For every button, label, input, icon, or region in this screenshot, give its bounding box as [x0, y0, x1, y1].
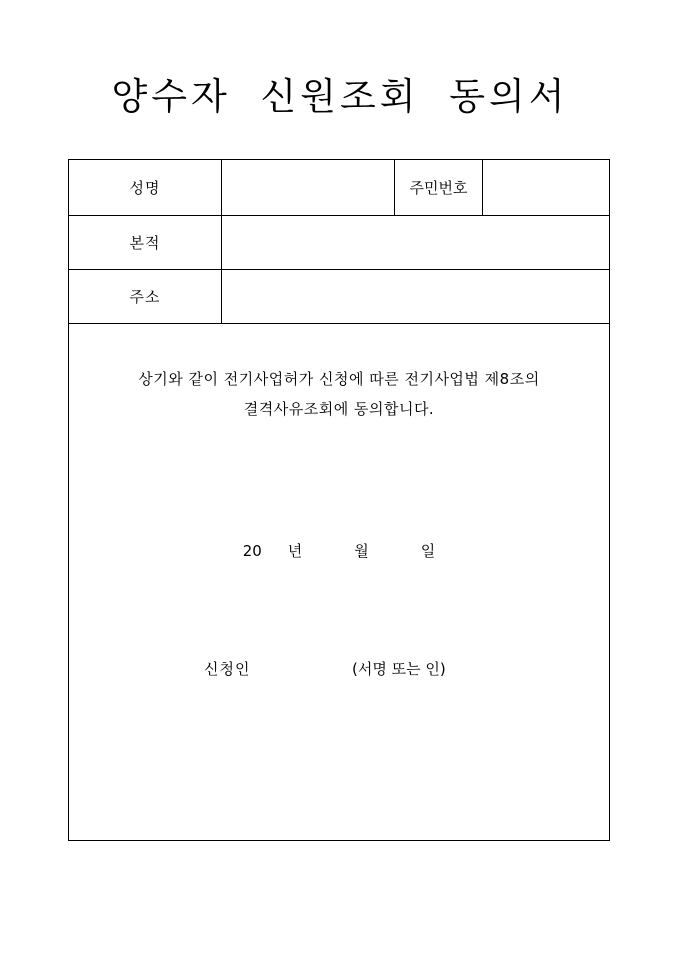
signature-hint: (서명 또는 인) — [352, 660, 446, 678]
name-row — [69, 160, 609, 216]
resident-number-label: 주민번호 — [395, 160, 483, 215]
date-year-prefix: 20 — [242, 542, 262, 560]
consent-form — [68, 159, 610, 841]
address-label: 주소 — [69, 270, 222, 323]
name-field[interactable] — [222, 160, 395, 215]
consent-statement — [69, 364, 609, 424]
address-field[interactable] — [222, 270, 609, 323]
domicile-field[interactable] — [222, 216, 609, 269]
domicile-row — [69, 216, 609, 270]
domicile-label: 본적 — [69, 216, 222, 269]
document-title: 양수자 신원조회 동의서 — [111, 75, 569, 118]
date-month-unit: 월 — [354, 542, 369, 560]
date-line — [69, 540, 609, 561]
name-label: 성명 — [69, 160, 222, 215]
date-year-unit: 년 — [287, 542, 303, 560]
date-day-unit: 일 — [420, 542, 436, 560]
address-row — [69, 270, 609, 324]
consent-statement-line-2: 결격사유조회에 동의합니다. — [243, 400, 435, 418]
consent-statement-line-1: 상기와 같이 전기사업허가 신청에 따른 전기사업법 제8조의 — [138, 370, 540, 388]
resident-number-field[interactable] — [483, 160, 609, 215]
applicant-label: 신청인 — [204, 660, 251, 678]
